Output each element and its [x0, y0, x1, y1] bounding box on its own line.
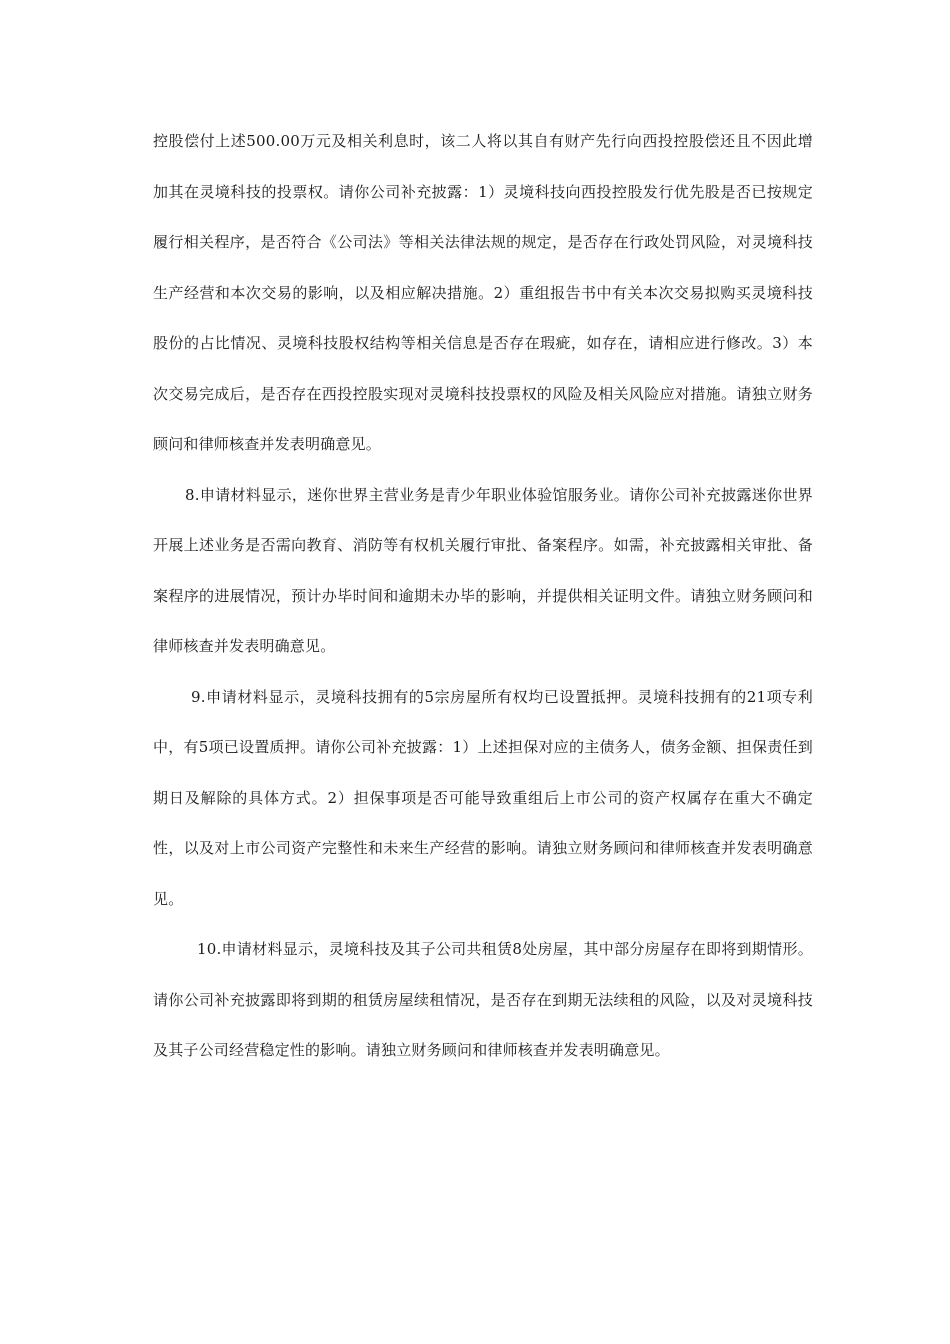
paragraph-continuation: 控股偿付上述500.00万元及相关利息时，该二人将以其自有财产先行向西投控股偿还且不因此增加其在灵境科技的投票权。请你公司补充披露：1）灵境科技向西投控股发行优先股是否已按规定履行相关程序，是否符合《公司法》等相关法律法规的规定，是否存在行政处罚风险，对灵境科技生产经营和本次交易的影响，以及相应解决措施。2）重组报告书中有关本次交易拟购买灵境科技股份的占比情况、灵境科技股权结构等相关信息是否存在瑕疵，如存在，请相应进行修改。3）本次交易完成后，是否存在西投控股实现对灵境科技投票权的风险及相关风险应对措施。请独立财务顾问和律师核查并发表明确意见。	[153, 132, 813, 453]
paragraph-item-9: 9.申请材料显示，灵境科技拥有的5宗房屋所有权均已设置抵押。灵境科技拥有的21项专利中，有5项已设置质押。请你公司补充披露：1）上述担保对应的主债务人，债务金额、担保责任到期日及解除的具体方式。2）担保事项是否可能导致重组后上市公司的资产权属存在重大不确定性，以及对上市公司资产完整性和未来生产经营的影响。请独立财务顾问和律师核查并发表明确意见。	[153, 687, 813, 908]
paragraph-item-8: 8.申请材料显示，迷你世界主营业务是青少年职业体验馆服务业。请你公司补充披露迷你世界开展上述业务是否需向教育、消防等有权机关履行审批、备案程序。如需，补充披露相关审批、备案程序的进展情况，预计办毕时间和逾期未办毕的影响，并提供相关证明文件。请独立财务顾问和律师核查并发表明确意见。	[153, 485, 813, 655]
document-body	[153, 116, 813, 1076]
paragraph-item-10: 10.申请材料显示，灵境科技及其子公司共租赁8处房屋，其中部分房屋存在即将到期情形。请你公司补充披露即将到期的租赁房屋续租情况，是否存在到期无法续租的风险，以及对灵境科技及其子公司经营稳定性的影响。请独立财务顾问和律师核查并发表明确意见。	[153, 940, 813, 1059]
